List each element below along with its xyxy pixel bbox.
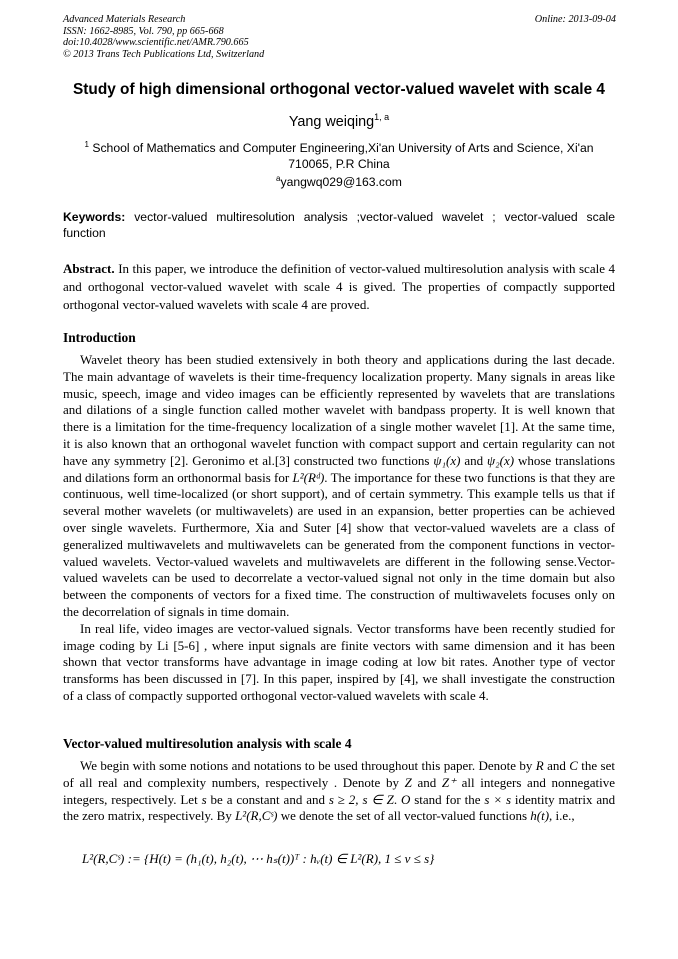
introduction-heading: Introduction — [63, 330, 136, 345]
definition-formula: L²(R,Cˢ) := {H(t) = (h₁(t), h₂(t), ⋯ hₛ(t))ᵀ : hᵥ(t) ∈ L²(R), 1 ≤ v ≤ s} — [82, 851, 435, 866]
introduction-body — [63, 352, 615, 705]
abstract — [63, 260, 615, 314]
author-sup: 1, a — [374, 112, 390, 122]
journal-name: Advanced Materials Research — [63, 14, 186, 25]
s2-t10: we denote the set of all vector-valued functions — [280, 808, 528, 824]
keywords-text: vector-valued multiresolution analysis ;vector-valued wavelet ; vector-valued scale function — [63, 210, 616, 240]
email — [0, 174, 678, 189]
intro-p1-b: whose translations and dilations form an orthonormal basis for — [63, 452, 616, 485]
abstract-text: In this paper, we introduce the definition of vector-valued multiresolution analysis with scale 4 and orthogonal vector-valued wavelet with scale 4 is gived. The properties of compactly supported orthogonal vector-valued wavelets with scale 4 are proved. — [63, 261, 616, 312]
psi1-symbol: ψ₁(x) — [433, 452, 461, 468]
s2-t1: We begin with some notions and notations to be used throughout this paper. Denote by — [80, 758, 533, 773]
abstract-label: Abstract. — [63, 261, 115, 276]
s2-t3: the set of all real and complexity numbers, respectively . Denote by — [63, 758, 615, 790]
symbol-O: O — [400, 791, 411, 807]
s2-t6: be a constant and and — [210, 791, 325, 807]
s2-t7: . — [393, 791, 398, 807]
intro-p1-c: . The importance for these two functions is that they are continuous, well time-localized (or short support), and of certain symmetry. This example tells us that if several mother wavelets (or multiwavelets) are used in an expansion, better properties can be achieved over single wavelets. Furthermore, Xia and Suter [4] show that vector-valued wavelets are a class of generalized multiwavelets and multiwavelets can be generated from the component functions in vector-valued wavelets. Vector-valued wavelets and multiwavelets are different in the following sense.Vector-valued wavelets can be used to decorrelate a vector-valued signal not only in the time domain but also between the components of vectors for a fixed time. The construction of multiwavelets focuses only on the decorrelation of signals in time domain. — [63, 469, 615, 619]
psi2-symbol: ψ₂(x) — [487, 452, 515, 468]
author — [0, 112, 678, 130]
author-name: Yang weiqing — [288, 113, 375, 130]
keywords-label: Keywords: — [63, 210, 126, 224]
email-address[interactable]: yangwq029@163.com — [280, 175, 402, 190]
keywords — [63, 209, 615, 241]
symbol-C: C — [569, 758, 578, 773]
s2-t9: identity matrix and the zero matrix, respectively. By — [63, 791, 616, 824]
symbol-Zplus: Z⁺ — [441, 774, 456, 790]
s2-t5: all integers and nonnegative integers, respectively. Let — [63, 774, 615, 807]
journal-issn: ISSN: 1662-8985, Vol. 790, pp 665-668 — [63, 25, 224, 37]
journal-info — [63, 14, 264, 60]
symbol-scond: s ≥ 2, s ∈ Z — [328, 791, 394, 807]
s2-t8: stand for the — [414, 791, 481, 807]
email-sup: a — [276, 174, 281, 183]
online-date: Online: 2013-09-04 — [534, 14, 616, 25]
symbol-sxs: s × s — [484, 791, 512, 807]
section2-paragraph — [63, 758, 615, 825]
symbol-s: s — [201, 791, 207, 807]
section2-body — [63, 758, 615, 825]
intro-paragraph-2: In real life, video images are vector-valued signals. Vector transforms have been recently studied for image coding by Li [5-6] , where input signals are finite vectors with same dimension and it has been shown that vector transforms have advantage in image coding at low bit rates. Another type of vector transforms has been discussed in [7]. In this paper, inspired by [4], we shall investigate the construction of a class of compactly supported orthogonal vector-valued wavelets with scale 4. — [63, 620, 615, 703]
symbol-l2rcs: L²(R,Cˢ) — [235, 808, 278, 824]
intro-p1-a: Wavelet theory has been studied extensively in both theory and applications during the last decade. The main advantage of wavelets is their time-frequency localization property. Many signals in areas like music, speech, image and video images can be efficiently represented by wavelets that are translations and dilations of a single function called mother wavelet with bandpass property. It is well known that there is a limitation for the time-frequency localization of a single mother wavelet [1]. At the same time, it is also known that an orthogonal wavelet function with compact support and certain regularity can not have any symmetry [2]. Geronimo et al.[3] constructed two functions — [63, 352, 615, 468]
journal-doi: doi:10.4028/www.scientific.net/AMR.790.665 — [63, 37, 249, 49]
journal-copyright: © 2013 Trans Tech Publications Ltd, Switzerland — [63, 48, 265, 60]
s2-t4: and — [417, 774, 437, 790]
symbol-Z: Z — [404, 774, 412, 790]
symbol-R: R — [535, 758, 544, 773]
intro-paragraph-1 — [63, 352, 615, 621]
symbol-ht: h(t) — [530, 808, 550, 824]
s2-t11: , i.e., — [549, 808, 575, 824]
section2-heading: Vector-valued multiresolution analysis with scale 4 — [63, 736, 352, 751]
affiliation-text: School of Mathematics and Computer Engineering,Xi'an University of Arts and Science, Xi'an 710065, P.R China — [92, 141, 594, 172]
intro-and: and — [464, 452, 484, 468]
l2rd-symbol: L²(Rᵈ) — [292, 469, 325, 485]
affiliation-sup: 1 — [84, 140, 89, 149]
affiliation — [63, 137, 615, 172]
s2-t2: and — [547, 758, 566, 773]
paper-title: Study of high dimensional orthogonal vector-valued wavelet with scale 4 — [73, 81, 605, 98]
